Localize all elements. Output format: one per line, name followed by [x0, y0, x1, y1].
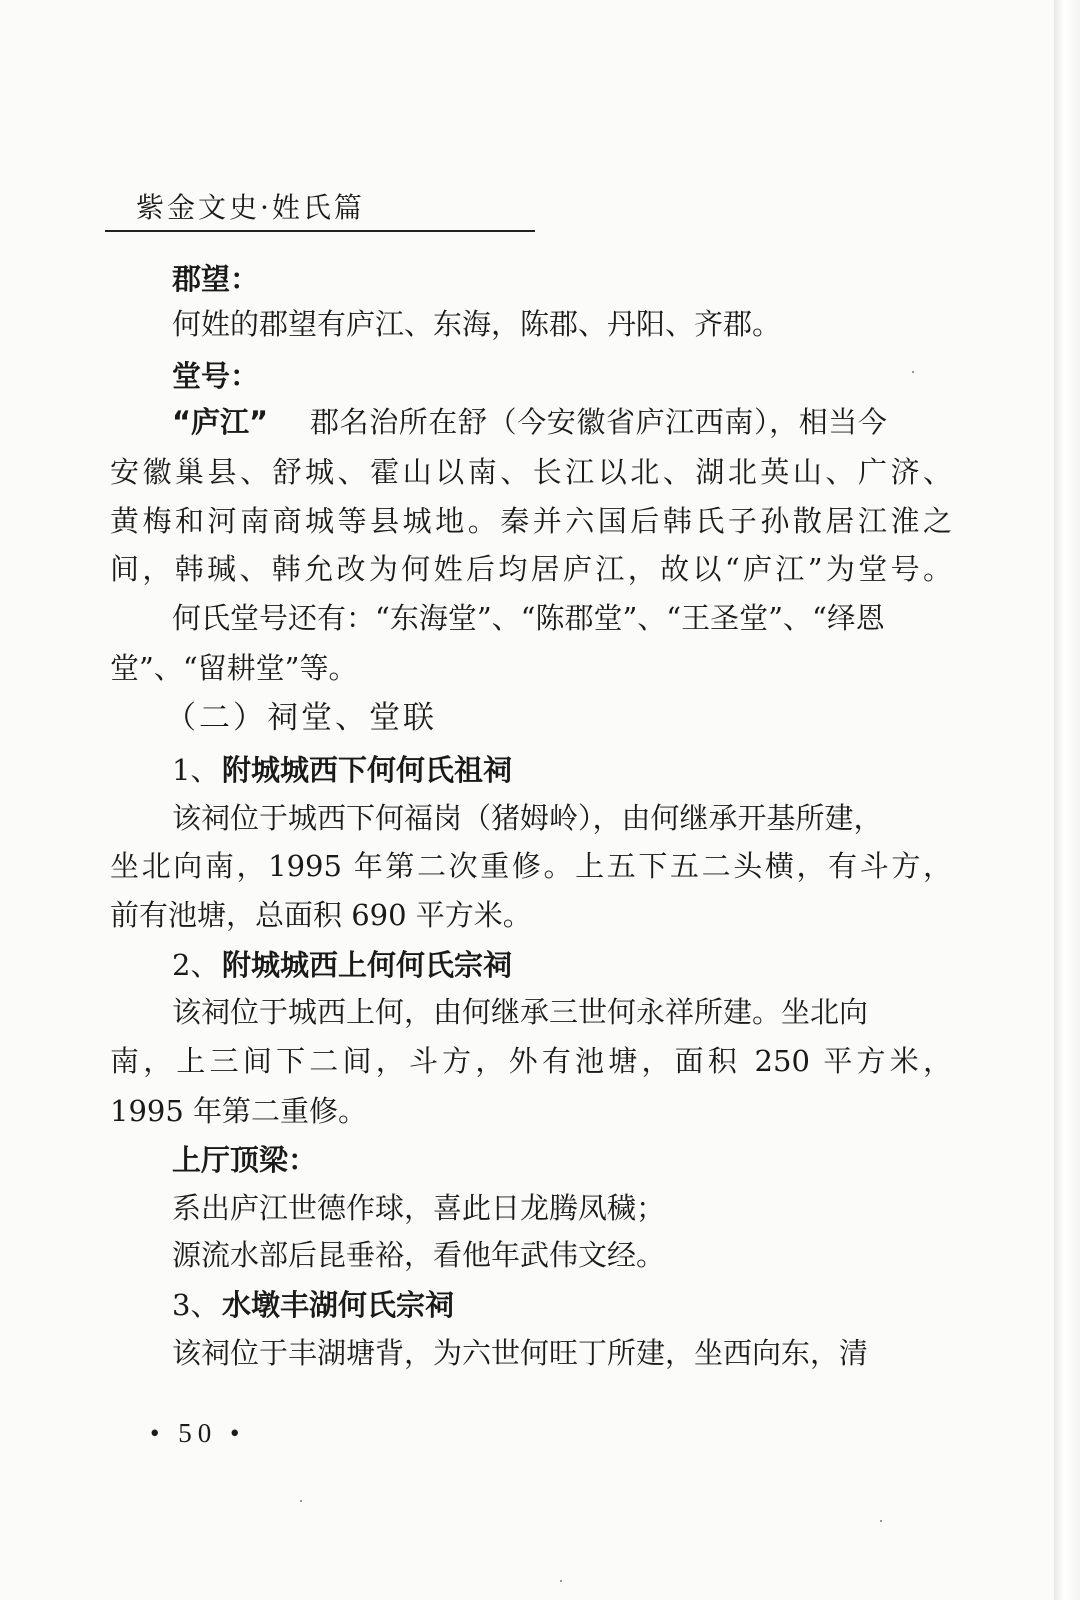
- paragraph-line: 该祠位于丰湖塘背，为六世何旺丁所建，坐西向东，清: [172, 1336, 869, 1370]
- paragraph-line: 该祠位于城西上何，由何继承三世何永祥所建。坐北向: [172, 995, 869, 1029]
- paragraph-line: 南，上三间下二间，斗方，外有池塘，面积 250 平方米，: [110, 1044, 952, 1078]
- item-heading: 附城城西下何何氏祖祠: [222, 753, 513, 787]
- header-rule: [105, 230, 535, 232]
- item-number: 2、: [172, 948, 220, 982]
- paragraph-line: 该祠位于城西下何福岗（猪姆岭），由何继承开基所建，: [172, 801, 883, 835]
- paragraph-line: 黄梅和河南商城等县城地。秦并六国后韩氏子孙散居江淮之: [110, 504, 952, 538]
- scan-speck: [300, 1500, 302, 1502]
- item-heading: 水墩丰湖何氏宗祠: [222, 1288, 455, 1322]
- heading-junwang: 郡望：: [172, 262, 260, 296]
- paragraph-line: 何氏堂号还有：“东海堂”、“陈郡堂”、“王圣堂”、“绎恩: [172, 601, 885, 635]
- couplet-line: 系出庐江世德作球，喜此日龙腾凤穢；: [172, 1191, 666, 1225]
- page-number: • 50 •: [150, 1418, 246, 1448]
- running-header: 紫金文史·姓氏篇: [136, 191, 365, 224]
- paragraph-line: 安徽巢县、舒城、霍山以南、长江以北、湖北英山、广济、: [110, 455, 952, 489]
- paragraph-line: 坐北向南，1995 年第二次重修。上五下五二头横，有斗方，: [110, 849, 952, 883]
- term-lujiang: “庐江”: [172, 405, 269, 439]
- couplet-heading: 上厅顶梁：: [172, 1143, 318, 1177]
- paragraph-line: 何姓的郡望有庐江、东海，陈郡、丹阳、齐郡。: [172, 307, 782, 341]
- section-heading: （二）祠堂、堂联: [165, 700, 437, 736]
- couplet-line: 源流水部后昆垂裕，看他年武伟文经。: [172, 1238, 666, 1272]
- paragraph-line: 1995 年第二重修。: [110, 1094, 368, 1128]
- paragraph-line: 堂”、“留耕堂”等。: [110, 651, 358, 685]
- heading-tanghao: 堂号：: [172, 359, 260, 393]
- scan-speck: [880, 1520, 882, 1522]
- item-number: 1、: [172, 753, 220, 787]
- item-heading: 附城城西上何何氏宗祠: [222, 948, 513, 982]
- scan-speck: [560, 1580, 562, 1582]
- paragraph-line: 前有池塘，总面积 690 平方米。: [110, 898, 532, 932]
- scan-speck: [912, 371, 914, 373]
- paragraph-line: 间，韩瑊、韩允改为何姓后均居庐江，故以“庐江”为堂号。: [110, 552, 952, 586]
- paragraph-line: 郡名治所在舒（今安徽省庐江西南），相当今: [310, 405, 888, 439]
- page-edge-shadow: [1054, 0, 1080, 1600]
- item-number: 3、: [172, 1288, 220, 1322]
